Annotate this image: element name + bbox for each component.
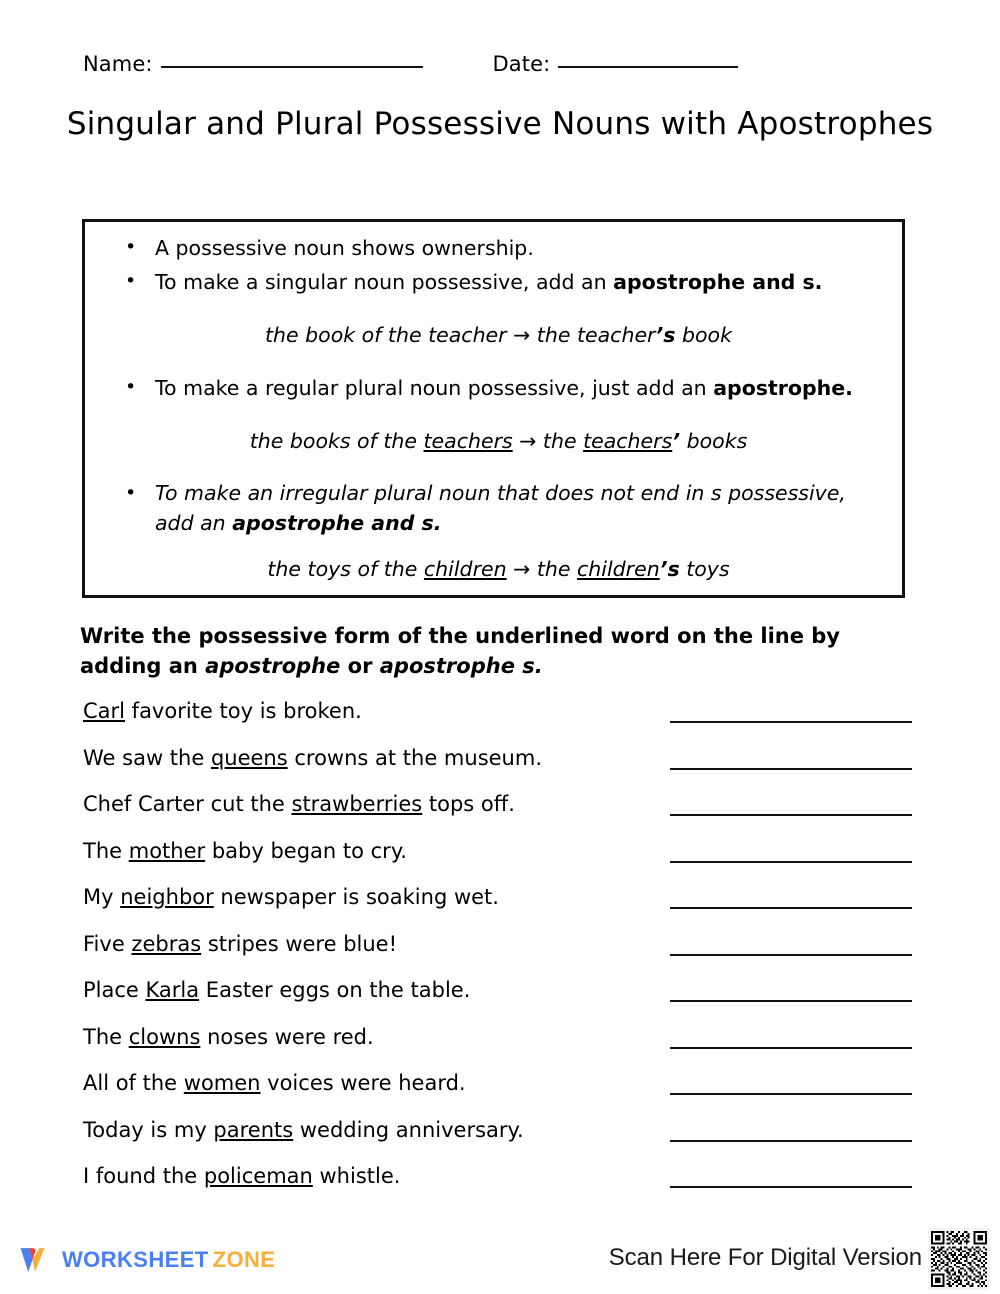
directions-text [80, 621, 920, 681]
question-post: noses were red. [200, 1024, 374, 1049]
rule-bullet-3 [99, 372, 886, 404]
question-post: voices were heard. [260, 1071, 466, 1095]
question-post: stripes were blue! [201, 931, 398, 956]
rule-example-2 [99, 426, 886, 456]
question-post: wedding anniversary. [293, 1117, 524, 1142]
question-underlined-word: women [183, 1071, 261, 1095]
question-pre: Today is my [83, 1117, 214, 1142]
example-1-post: book [675, 323, 732, 347]
question-row [83, 837, 923, 884]
scan-instruction-text: Scan Here For Digital Version [608, 1244, 922, 1271]
answer-line[interactable] [670, 861, 912, 863]
questions-list [83, 697, 923, 1209]
directions-italic-1: apostrophe [205, 654, 341, 678]
example-3-underline-2: children [576, 557, 660, 581]
rule-bullet-4 [99, 478, 886, 538]
answer-line[interactable] [670, 907, 912, 909]
answer-line[interactable] [670, 1047, 912, 1049]
example-2-underline-1: teachers [423, 429, 513, 453]
answer-line[interactable] [670, 1186, 912, 1188]
question-row [83, 1069, 923, 1116]
question-text [83, 883, 499, 911]
question-pre: All of the [83, 1071, 184, 1095]
answer-line[interactable] [670, 721, 912, 723]
answer-line[interactable] [670, 954, 912, 956]
date-label: Date: [492, 52, 551, 76]
question-post: tops off. [422, 792, 515, 816]
answer-line[interactable] [670, 1093, 912, 1095]
question-row [83, 883, 923, 930]
rule-2-text: To make a singular noun possessive, add an [155, 270, 614, 294]
spacer-2 [99, 350, 886, 372]
question-row [83, 697, 923, 744]
question-post: baby began to cry. [205, 838, 407, 863]
rule-4-bold: apostrophe and s. [232, 511, 442, 535]
logo-zone-text: ZONE [212, 1247, 276, 1272]
question-pre: The [83, 1024, 129, 1049]
example-2-b: → the [512, 429, 584, 453]
rule-3-text: To make a regular plural noun possessive, just add an [155, 376, 714, 400]
question-underlined-word: mother [128, 838, 206, 863]
example-3-a: the toys of the [267, 557, 424, 581]
question-text [83, 1069, 466, 1097]
question-row [83, 744, 923, 791]
question-post: crowns at the museum. [287, 745, 542, 770]
name-label: Name: [83, 52, 153, 76]
question-underlined-word: clowns [128, 1024, 201, 1049]
qr-code-image [931, 1231, 987, 1287]
question-underlined-word: parents [213, 1117, 294, 1142]
question-pre: Place [83, 978, 146, 1002]
question-text [83, 1116, 524, 1144]
rules-content [85, 222, 902, 584]
question-text [83, 1162, 400, 1190]
example-2-underline-2: teachers [583, 429, 673, 453]
answer-line[interactable] [670, 1140, 912, 1142]
question-underlined-word: policeman [203, 1164, 313, 1188]
question-underlined-word: Karla [145, 978, 200, 1002]
spacer-4 [99, 456, 886, 478]
name-input-line[interactable] [161, 65, 423, 68]
question-post: newspaper is soaking wet. [213, 885, 499, 909]
question-text [83, 976, 470, 1004]
question-pre: I found the [83, 1164, 204, 1188]
question-underlined-word: strawberries [291, 792, 423, 816]
question-underlined-word: Carl [83, 699, 125, 723]
example-3-underline-1: children [423, 557, 507, 581]
question-row [83, 930, 923, 977]
answer-line[interactable] [670, 814, 912, 816]
question-pre: Five [83, 931, 132, 956]
question-text [83, 744, 542, 772]
rule-bullet-1 [99, 232, 886, 264]
rule-3-bold: apostrophe. [713, 376, 853, 400]
example-2-a: the books of the [249, 429, 424, 453]
question-post: Easter eggs on the table. [199, 978, 471, 1002]
directions-italic-2: apostrophe s. [379, 654, 543, 678]
worksheet-zone-logo[interactable] [18, 1240, 275, 1280]
question-row [83, 1162, 923, 1209]
example-1-bold: ’s [655, 323, 676, 347]
example-1-pre: the book of the teacher → the teacher [265, 323, 656, 347]
directions-part-2: or [340, 654, 380, 678]
question-text [83, 1023, 374, 1051]
question-pre: My [83, 885, 121, 909]
page-title: Singular and Plural Possessive Nouns with Apostrophes [66, 106, 934, 142]
question-pre: We saw the [83, 745, 211, 770]
question-text [83, 697, 362, 725]
question-post: whistle. [312, 1164, 401, 1188]
date-input-line[interactable] [558, 65, 738, 68]
example-2-bold: ’ [672, 429, 681, 453]
rule-1-text: A possessive noun shows ownership. [155, 236, 534, 260]
spacer-1 [99, 300, 886, 320]
question-pre: The [83, 838, 129, 863]
example-2-c: books [680, 429, 748, 453]
question-pre: Chef Carter cut the [83, 792, 292, 816]
worksheet-zone-mark-icon [18, 1243, 52, 1277]
question-row [83, 976, 923, 1023]
rule-2-bold: apostrophe and s. [613, 270, 823, 294]
rules-box [82, 219, 905, 598]
question-text [83, 930, 397, 958]
example-3-c: toys [679, 557, 730, 581]
rule-example-3 [99, 554, 886, 584]
rule-example-1 [99, 320, 886, 350]
name-date-row [83, 52, 923, 88]
rule-4-text: To make an irregular plural noun that does not end in s possessive, add an [155, 481, 846, 535]
question-underlined-word: zebras [131, 931, 202, 956]
question-text [83, 790, 515, 818]
example-3-b: → the [506, 557, 577, 581]
answer-line[interactable] [670, 768, 912, 770]
spacer-5 [99, 540, 886, 554]
rule-bullet-2 [99, 266, 886, 298]
question-post: favorite toy is broken. [125, 699, 362, 723]
answer-line[interactable] [670, 1000, 912, 1002]
question-row [83, 1023, 923, 1070]
question-row [83, 1116, 923, 1163]
directions-part-1: Write the possessive form of the underlined word on the line by adding an [80, 624, 840, 678]
qr-code[interactable] [928, 1228, 990, 1290]
question-underlined-word: neighbor [120, 885, 214, 909]
spacer-3 [99, 406, 886, 426]
question-underlined-word: queens [210, 745, 288, 770]
logo-wordmark [62, 1249, 275, 1271]
logo-worksheet-text: WORKSHEET [62, 1247, 209, 1272]
example-3-bold: ’s [659, 557, 680, 581]
question-row [83, 790, 923, 837]
question-text [83, 837, 407, 865]
